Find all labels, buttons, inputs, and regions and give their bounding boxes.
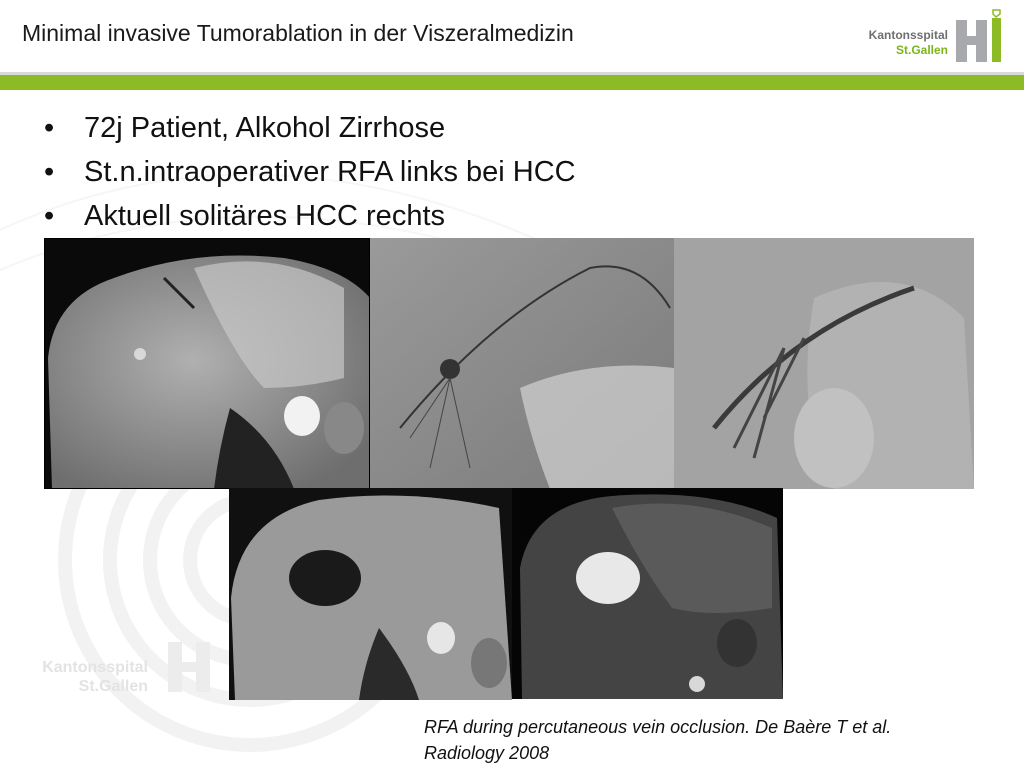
angiography-catheter-image bbox=[370, 238, 674, 489]
bullet-icon: • bbox=[44, 156, 55, 188]
mri-liver-post-ablation-t2-image bbox=[512, 488, 783, 699]
logo-text-line1: Kantonsspital bbox=[868, 28, 948, 42]
slide-header bbox=[0, 0, 1024, 72]
header-green-rule bbox=[0, 75, 1024, 90]
caption-line1: RFA during percutaneous vein occlusion. De Baère T et al. bbox=[424, 717, 892, 737]
bullet-text: St.n.intraoperativer RFA links bei HCC bbox=[84, 156, 576, 188]
bullet-item bbox=[44, 150, 576, 194]
hospital-h-logo-icon bbox=[956, 8, 1010, 64]
mri-liver-post-ablation-t1-image bbox=[229, 488, 512, 700]
portal-venography-image bbox=[674, 238, 974, 489]
hospital-logo bbox=[868, 6, 1018, 66]
bullet-item bbox=[44, 194, 576, 238]
slide-title: Minimal invasive Tumorablation in der Viszeralmedizin bbox=[22, 20, 574, 46]
mri-liver-arterial-image bbox=[44, 238, 370, 489]
bullet-icon: • bbox=[44, 112, 55, 144]
watermark-line2: St.Gallen bbox=[78, 678, 148, 695]
bullet-text: Aktuell solitäres HCC rechts bbox=[84, 200, 445, 232]
logo-text-line2: St.Gallen bbox=[895, 43, 948, 57]
bullet-list bbox=[44, 106, 576, 238]
caption-line2: Radiology 2008 bbox=[424, 743, 550, 763]
watermark-line1: Kantonsspital bbox=[42, 659, 148, 676]
figure-caption bbox=[424, 714, 891, 766]
bullet-text: 72j Patient, Alkohol Zirrhose bbox=[84, 112, 446, 144]
bullet-item bbox=[44, 106, 576, 150]
bullet-icon: • bbox=[44, 200, 55, 232]
